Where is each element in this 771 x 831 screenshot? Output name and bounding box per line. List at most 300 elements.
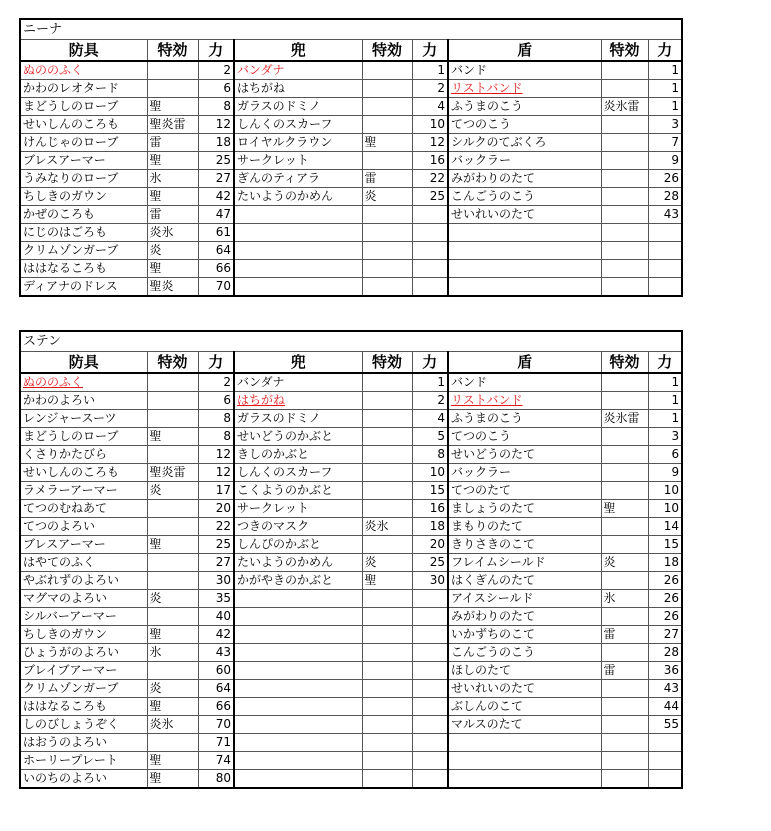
helmet-special — [362, 428, 412, 446]
shield-special — [601, 392, 648, 410]
helmet-name — [234, 224, 362, 242]
shield-name: せいれいのたて — [448, 680, 601, 698]
table-row — [20, 61, 682, 80]
shield-name: みがわりのたて — [448, 170, 601, 188]
helmet-special — [362, 260, 412, 278]
shield-power — [648, 770, 682, 789]
table-row — [20, 260, 682, 278]
sten-equipment-table — [19, 330, 683, 789]
helmet-special: 雷 — [362, 170, 412, 188]
armor-power: 22 — [198, 518, 234, 536]
armor-name: ははなるころも — [20, 260, 147, 278]
armor-name: ひょうがのよろい — [20, 644, 147, 662]
shield-name — [448, 242, 601, 260]
shield-name: マルスのたて — [448, 716, 601, 734]
shield-power: 10 — [648, 500, 682, 518]
armor-name: かわのレオタード — [20, 80, 147, 98]
shield-power — [648, 224, 682, 242]
helmet-power: 18 — [412, 518, 448, 536]
helmet-special — [362, 752, 412, 770]
armor-special — [147, 608, 198, 626]
armor-special — [147, 373, 198, 392]
armor-special: 聖炎 — [147, 278, 198, 297]
armor-name: ブレスアーマー — [20, 152, 147, 170]
shield-special — [601, 152, 648, 170]
armor-name: シルバーアーマー — [20, 608, 147, 626]
armor-power: 25 — [198, 536, 234, 554]
armor-special — [147, 410, 198, 428]
table-row — [20, 410, 682, 428]
shield-special — [601, 752, 648, 770]
helmet-name: サークレット — [234, 152, 362, 170]
armor-name: ちしきのガウン — [20, 626, 147, 644]
armor-name: ははなるころも — [20, 698, 147, 716]
header-helmet-power: 力 — [412, 40, 448, 62]
shield-special — [601, 260, 648, 278]
table-row — [20, 680, 682, 698]
armor-special — [147, 446, 198, 464]
helmet-name — [234, 626, 362, 644]
helmet-name: はちがね — [234, 80, 362, 98]
table-row — [20, 734, 682, 752]
helmet-special — [362, 644, 412, 662]
shield-special — [601, 373, 648, 392]
shield-special — [601, 80, 648, 98]
armor-power: 42 — [198, 188, 234, 206]
armor-power: 6 — [198, 392, 234, 410]
armor-power: 12 — [198, 116, 234, 134]
helmet-power — [412, 662, 448, 680]
armor-special — [147, 734, 198, 752]
header-armor-special: 特効 — [147, 352, 198, 374]
armor-power: 66 — [198, 260, 234, 278]
shield-special: 炎 — [601, 554, 648, 572]
shield-name: てつのたて — [448, 482, 601, 500]
helmet-power — [412, 260, 448, 278]
armor-power: 27 — [198, 170, 234, 188]
shield-power: 43 — [648, 680, 682, 698]
shield-special — [601, 734, 648, 752]
armor-name: てつのむねあて — [20, 500, 147, 518]
helmet-name — [234, 278, 362, 297]
shield-power — [648, 752, 682, 770]
helmet-name — [234, 698, 362, 716]
helmet-special — [362, 698, 412, 716]
armor-special — [147, 518, 198, 536]
shield-name: シルクのてぶくろ — [448, 134, 601, 152]
table-row — [20, 392, 682, 410]
nina-equipment-table — [19, 18, 683, 297]
shield-special: 聖 — [601, 500, 648, 518]
armor-name: せいしんのころも — [20, 464, 147, 482]
armor-name: ブレスアーマー — [20, 536, 147, 554]
table-row — [20, 644, 682, 662]
helmet-power: 1 — [412, 61, 448, 80]
helmet-power: 16 — [412, 500, 448, 518]
armor-power: 35 — [198, 590, 234, 608]
shield-special — [601, 518, 648, 536]
table-row — [20, 242, 682, 260]
header-shield-power: 力 — [648, 40, 682, 62]
armor-special — [147, 572, 198, 590]
helmet-power — [412, 242, 448, 260]
armor-special: 聖 — [147, 752, 198, 770]
shield-power: 26 — [648, 170, 682, 188]
armor-power: 61 — [198, 224, 234, 242]
shield-name: ぶしんのこて — [448, 698, 601, 716]
shield-name: はくぎんのたて — [448, 572, 601, 590]
shield-power: 15 — [648, 536, 682, 554]
armor-special: 雷 — [147, 134, 198, 152]
armor-power: 6 — [198, 80, 234, 98]
shield-name: アイスシールド — [448, 590, 601, 608]
shield-name — [448, 224, 601, 242]
helmet-name — [234, 680, 362, 698]
helmet-special: 炎 — [362, 554, 412, 572]
helmet-name: せいどうのかぶと — [234, 428, 362, 446]
armor-power: 8 — [198, 428, 234, 446]
helmet-special — [362, 373, 412, 392]
armor-name: くさりかたびら — [20, 446, 147, 464]
helmet-name — [234, 752, 362, 770]
header-shield: 盾 — [448, 352, 601, 374]
header-armor-power: 力 — [198, 352, 234, 374]
armor-power: 42 — [198, 626, 234, 644]
armor-special — [147, 500, 198, 518]
table-row — [20, 536, 682, 554]
shield-name — [448, 260, 601, 278]
helmet-power: 30 — [412, 572, 448, 590]
helmet-power: 10 — [412, 464, 448, 482]
helmet-special — [362, 536, 412, 554]
helmet-name — [234, 242, 362, 260]
shield-name: てつのこう — [448, 116, 601, 134]
shield-power — [648, 260, 682, 278]
armor-special: 聖 — [147, 536, 198, 554]
table-row — [20, 278, 682, 297]
helmet-name: ガラスのドミノ — [234, 410, 362, 428]
helmet-power: 4 — [412, 410, 448, 428]
helmet-special — [362, 482, 412, 500]
armor-name: ブレイブアーマー — [20, 662, 147, 680]
armor-name: せいしんのころも — [20, 116, 147, 134]
armor-name: まどうしのローブ — [20, 428, 147, 446]
helmet-special — [362, 680, 412, 698]
shield-special — [601, 770, 648, 789]
armor-name: ぬののふく — [20, 373, 147, 392]
armor-special — [147, 662, 198, 680]
table-row — [20, 428, 682, 446]
armor-name: ラメラーアーマー — [20, 482, 147, 500]
armor-power: 80 — [198, 770, 234, 789]
helmet-name: しんぴのかぶと — [234, 536, 362, 554]
shield-power: 36 — [648, 662, 682, 680]
armor-power: 64 — [198, 680, 234, 698]
helmet-special: 炎 — [362, 188, 412, 206]
helmet-name — [234, 770, 362, 789]
shield-special — [601, 134, 648, 152]
armor-name: ちしきのガウン — [20, 188, 147, 206]
helmet-name — [234, 716, 362, 734]
helmet-power: 12 — [412, 134, 448, 152]
armor-special: 聖炎雷 — [147, 116, 198, 134]
armor-name: しのびしょうぞく — [20, 716, 147, 734]
helmet-power — [412, 206, 448, 224]
shield-name: きりさきのこて — [448, 536, 601, 554]
shield-power: 26 — [648, 608, 682, 626]
helmet-special — [362, 716, 412, 734]
header-shield: 盾 — [448, 40, 601, 62]
shield-name: ましょうのたて — [448, 500, 601, 518]
shield-special — [601, 428, 648, 446]
helmet-special — [362, 392, 412, 410]
table-row — [20, 206, 682, 224]
table-row — [20, 518, 682, 536]
helmet-name: サークレット — [234, 500, 362, 518]
armor-power: 70 — [198, 716, 234, 734]
armor-name: ホーリープレート — [20, 752, 147, 770]
shield-name: てつのこう — [448, 428, 601, 446]
shield-power: 3 — [648, 428, 682, 446]
table-row — [20, 170, 682, 188]
armor-name: にじのはごろも — [20, 224, 147, 242]
armor-power: 12 — [198, 446, 234, 464]
shield-special — [601, 644, 648, 662]
shield-power: 1 — [648, 61, 682, 80]
helmet-power: 2 — [412, 80, 448, 98]
header-armor: 防具 — [20, 352, 147, 374]
header-helmet: 兜 — [234, 352, 362, 374]
helmet-special — [362, 500, 412, 518]
shield-power: 1 — [648, 80, 682, 98]
helmet-special: 炎氷 — [362, 518, 412, 536]
shield-special — [601, 61, 648, 80]
table-row — [20, 572, 682, 590]
armor-special: 聖 — [147, 626, 198, 644]
shield-name: バンド — [448, 61, 601, 80]
armor-power: 2 — [198, 373, 234, 392]
shield-special — [601, 188, 648, 206]
helmet-special — [362, 206, 412, 224]
shield-power: 1 — [648, 98, 682, 116]
helmet-power: 20 — [412, 536, 448, 554]
shield-special — [601, 116, 648, 134]
armor-power: 18 — [198, 134, 234, 152]
table-row — [20, 134, 682, 152]
armor-special: 炎 — [147, 680, 198, 698]
helmet-power: 10 — [412, 116, 448, 134]
helmet-power — [412, 752, 448, 770]
shield-special — [601, 224, 648, 242]
header-helmet-power: 力 — [412, 352, 448, 374]
armor-special — [147, 392, 198, 410]
shield-special — [601, 680, 648, 698]
helmet-name — [234, 734, 362, 752]
header-helmet: 兜 — [234, 40, 362, 62]
helmet-power — [412, 734, 448, 752]
armor-special: 聖 — [147, 428, 198, 446]
shield-name — [448, 752, 601, 770]
armor-special — [147, 554, 198, 572]
header-helmet-special: 特効 — [362, 352, 412, 374]
table-row — [20, 116, 682, 134]
armor-name: はおうのよろい — [20, 734, 147, 752]
shield-name — [448, 770, 601, 789]
helmet-special — [362, 446, 412, 464]
shield-special — [601, 572, 648, 590]
table-row — [20, 626, 682, 644]
table-row — [20, 446, 682, 464]
table-row — [20, 98, 682, 116]
shield-power: 10 — [648, 482, 682, 500]
helmet-power: 25 — [412, 554, 448, 572]
armor-special: 炎氷 — [147, 716, 198, 734]
shield-power: 1 — [648, 373, 682, 392]
shield-name: バックラー — [448, 152, 601, 170]
helmet-name: きしのかぶと — [234, 446, 362, 464]
armor-special: 氷 — [147, 170, 198, 188]
shield-power: 7 — [648, 134, 682, 152]
shield-power: 9 — [648, 464, 682, 482]
shield-power: 9 — [648, 152, 682, 170]
shield-name: せいれいのたて — [448, 206, 601, 224]
helmet-special — [362, 98, 412, 116]
armor-name: うみなりのローブ — [20, 170, 147, 188]
armor-power: 8 — [198, 98, 234, 116]
shield-special — [601, 536, 648, 554]
table-row — [20, 554, 682, 572]
helmet-special: 聖 — [362, 134, 412, 152]
shield-special — [601, 698, 648, 716]
shield-name — [448, 278, 601, 297]
helmet-special — [362, 608, 412, 626]
table-row — [20, 152, 682, 170]
table-row — [20, 224, 682, 242]
armor-special: 聖 — [147, 698, 198, 716]
shield-name: リストバンド — [448, 80, 601, 98]
table-row — [20, 752, 682, 770]
shield-name: リストバンド — [448, 392, 601, 410]
armor-power: 2 — [198, 61, 234, 80]
header-armor-power: 力 — [198, 40, 234, 62]
table-row — [20, 716, 682, 734]
helmet-special: 聖 — [362, 572, 412, 590]
table-row — [20, 500, 682, 518]
shield-special — [601, 170, 648, 188]
shield-special: 雷 — [601, 662, 648, 680]
shield-name: ほしのたて — [448, 662, 601, 680]
shield-power: 43 — [648, 206, 682, 224]
armor-name: クリムゾンガーブ — [20, 680, 147, 698]
helmet-power: 2 — [412, 392, 448, 410]
table-row — [20, 590, 682, 608]
shield-name: フレイムシールド — [448, 554, 601, 572]
armor-power: 25 — [198, 152, 234, 170]
helmet-name: しんくのスカーフ — [234, 464, 362, 482]
helmet-power: 8 — [412, 446, 448, 464]
shield-name: ふうまのこう — [448, 410, 601, 428]
table-row — [20, 662, 682, 680]
shield-power: 14 — [648, 518, 682, 536]
armor-special: 氷 — [147, 644, 198, 662]
armor-special: 聖炎雷 — [147, 464, 198, 482]
armor-name: はやてのふく — [20, 554, 147, 572]
helmet-name: たいようのかめん — [234, 188, 362, 206]
helmet-special — [362, 116, 412, 134]
helmet-power — [412, 716, 448, 734]
armor-name: ディアナのドレス — [20, 278, 147, 297]
armor-name: レンジャースーツ — [20, 410, 147, 428]
helmet-special — [362, 770, 412, 789]
armor-special — [147, 61, 198, 80]
armor-name: てつのよろい — [20, 518, 147, 536]
shield-special — [601, 278, 648, 297]
shield-special — [601, 446, 648, 464]
shield-power — [648, 278, 682, 297]
helmet-power: 16 — [412, 152, 448, 170]
armor-special: 聖 — [147, 98, 198, 116]
helmet-name — [234, 590, 362, 608]
table-row — [20, 188, 682, 206]
helmet-name: かがやきのかぶと — [234, 572, 362, 590]
helmet-name: ぎんのティアラ — [234, 170, 362, 188]
armor-power: 30 — [198, 572, 234, 590]
table-row — [20, 482, 682, 500]
armor-power: 64 — [198, 242, 234, 260]
shield-power: 1 — [648, 410, 682, 428]
shield-name — [448, 734, 601, 752]
helmet-name: しんくのスカーフ — [234, 116, 362, 134]
armor-name: かぜのころも — [20, 206, 147, 224]
armor-special: 雷 — [147, 206, 198, 224]
armor-name: クリムゾンガーブ — [20, 242, 147, 260]
helmet-name — [234, 608, 362, 626]
helmet-power: 22 — [412, 170, 448, 188]
helmet-name — [234, 260, 362, 278]
shield-name: まもりのたて — [448, 518, 601, 536]
table-row — [20, 608, 682, 626]
helmet-power: 1 — [412, 373, 448, 392]
header-shield-special: 特効 — [601, 352, 648, 374]
shield-name: いかずちのこて — [448, 626, 601, 644]
helmet-special — [362, 242, 412, 260]
armor-special: 炎氷 — [147, 224, 198, 242]
armor-special: 聖 — [147, 260, 198, 278]
armor-special: 炎 — [147, 482, 198, 500]
helmet-name: こくようのかぶと — [234, 482, 362, 500]
table-row — [20, 80, 682, 98]
helmet-power: 25 — [412, 188, 448, 206]
shield-special — [601, 242, 648, 260]
shield-power: 26 — [648, 590, 682, 608]
header-shield-power: 力 — [648, 352, 682, 374]
armor-special: 聖 — [147, 152, 198, 170]
helmet-special — [362, 590, 412, 608]
helmet-power — [412, 278, 448, 297]
armor-special: 炎 — [147, 242, 198, 260]
helmet-special — [362, 61, 412, 80]
armor-power: 40 — [198, 608, 234, 626]
armor-power: 74 — [198, 752, 234, 770]
helmet-power — [412, 770, 448, 789]
helmet-power: 4 — [412, 98, 448, 116]
shield-special: 雷 — [601, 626, 648, 644]
armor-special: 聖 — [147, 770, 198, 789]
table-row — [20, 770, 682, 789]
armor-power: 20 — [198, 500, 234, 518]
armor-special: 聖 — [147, 188, 198, 206]
helmet-power — [412, 626, 448, 644]
